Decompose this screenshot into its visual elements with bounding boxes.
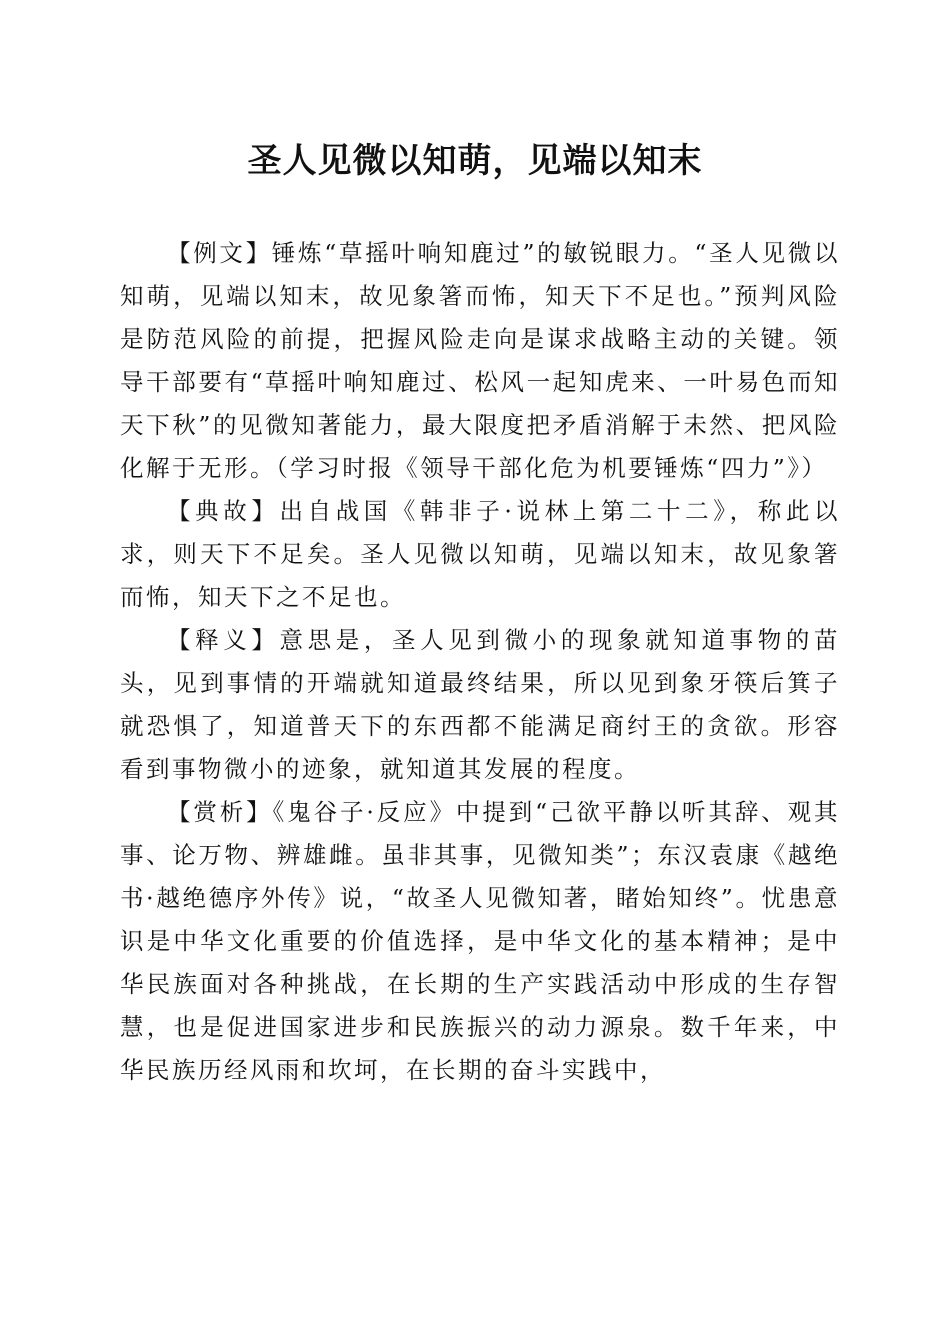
page-title: 圣人见微以知萌，见端以知末 — [247, 141, 703, 181]
paragraph-allusion: 【典故】出自战国《韩非子·说林上第二十二》，称此以求，则天下不足矣。圣人见微以知萌，见端以知末，故见象箸而怖，知天下之不足也。 — [120, 497, 840, 611]
paragraph-example: 【例文】锤炼“草摇叶响知鹿过”的敏锐眼力。“圣人见微以知萌，见端以知末，故见象箸而怖，知天下不足也。”预判风险是防范风险的前提，把握风险走向是谋求战略主动的关键。领导干部要有“草摇叶响知鹿过、松风一起知虎来、一叶易色而知天下秋”的见微知著能力，最大限度把矛盾消解于未然、把风险化解于无形。（学习时报《领导干部化危为机要锤炼“四力”》） — [120, 239, 840, 482]
paragraph-interpretation: 【释义】意思是，圣人见到微小的现象就知道事物的苗头，见到事情的开端就知道最终结果，所以见到象牙筷后箕子就恐惧了，知道普天下的东西都不能满足商纣王的贪欲。形容看到事物微小的迹象，就知道其发展的程度。 — [120, 626, 840, 783]
document-body — [120, 232, 840, 1092]
paragraph-appreciation: 【赏析】《鬼谷子·反应》中提到“己欲平静以听其辞、观其事、论万物、辨雄雌。虽非其事，见微知类”；东汉袁康《越绝书·越绝德序外传》说，“故圣人见微知著，睹始知终”。忧患意识是中华文化重要的价值选择，是中华文化的基本精神；是中华民族面对各种挑战，在长期的生产实践活动中形成的生存智慧，也是促进国家进步和民族振兴的动力源泉。数千年来，中华民族历经风雨和坎坷，在长期的奋斗实践中， — [120, 798, 840, 1084]
